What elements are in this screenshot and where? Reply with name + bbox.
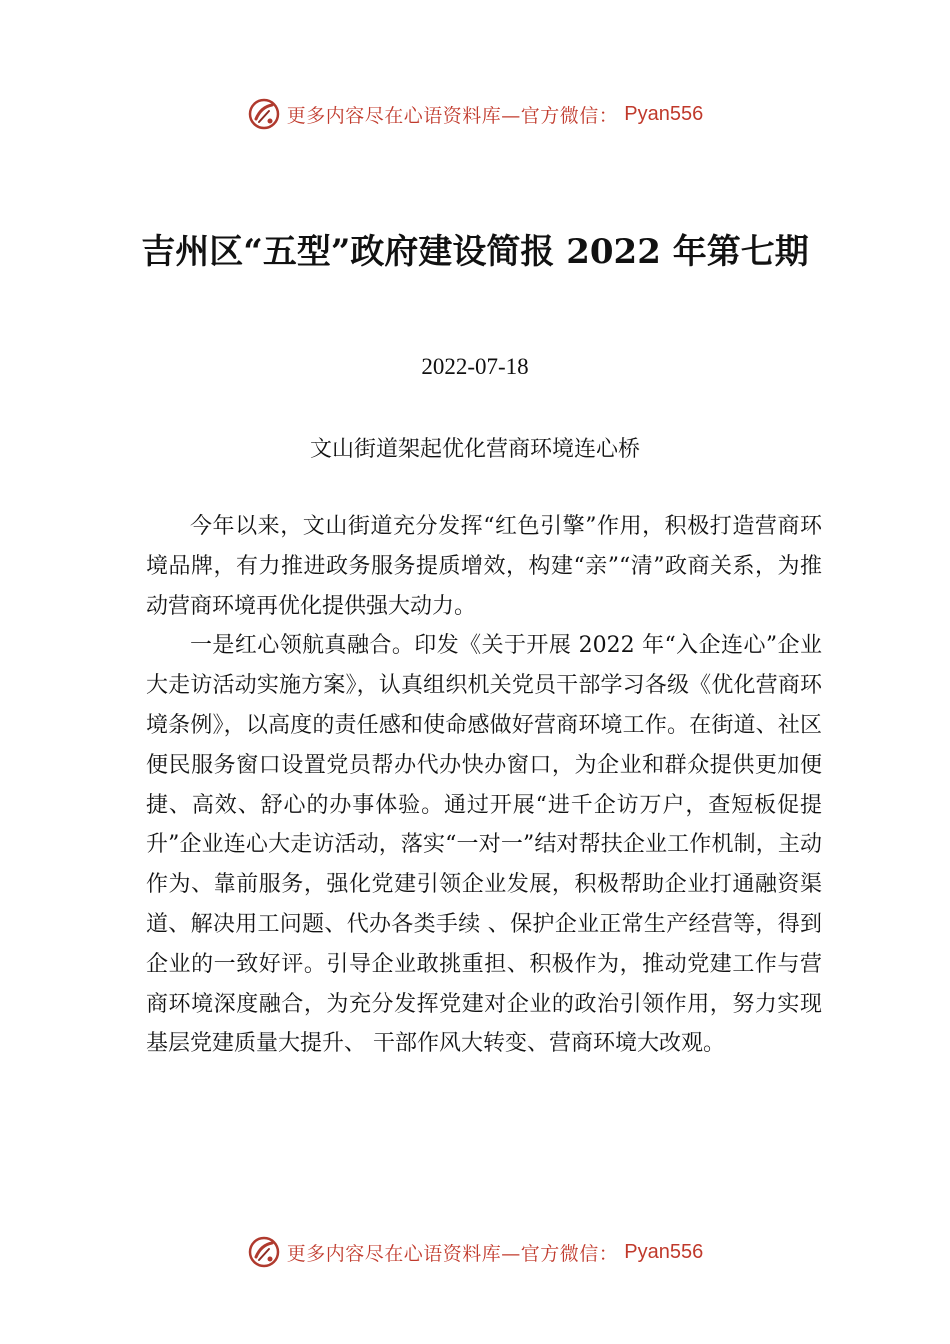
wechat-id: Pyan556 [624,102,704,125]
brush-seal-icon [247,1235,281,1269]
document-title: 吉州区“五型”政府建设简报 2022 年第七期 [141,232,809,272]
paragraph: 今年以来，文山街道充分发挥“红色引擎”作用，积极打造营商环境品牌，有力推进政务服务提质增效，构建“亲”“清”政商关系，为推动营商环境再优化提供强大动力。 [146,514,822,619]
article-subtitle: 文山街道架起优化营商环境连心桥 [309,437,640,462]
brush-seal-icon [247,97,281,131]
banner-text: 更多内容尽在心语资料库—官方微信： [286,104,619,127]
article-body [146,507,822,1064]
footer-watermark-banner [0,1232,950,1272]
paragraph: 一是红心领航真融合。印发《关于开展 2022 年“入企连心”企业大走访活动实施方案》，认真组织机关党员干部学习各级《优化营商环境条例》，以高度的责任感和使命感做好营商环境工作。在街道、社区便民服务窗口设置党员帮办代办快办窗口，为企业和群众提供更加便捷、高效、舒心的办事体验。通过开展“进千企访万户，查短板促提升”企业连心大走访活动，落实“一对一”结对帮扶企业工作机制，主动作为、靠前服务，强化党建引领企业发展，积极帮助企业打通融资渠道、解决用工问题、代办各类手续 、保护企业正常生产经营等，得到企业的一致好评。引导企业敢挑重担、积极作为，推动党建工作与营商环境深度融合，为充分发挥党建对企业的政治引领作用，努力实现基层党建质量大提升、 干部作风大转变、营商环境大改观。 [146,633,822,1057]
document-date: 2022-07-18 [421,354,529,379]
banner-text: 更多内容尽在心语资料库—官方微信： [286,1242,619,1265]
header-watermark-banner [0,94,950,134]
wechat-id: Pyan556 [624,1240,704,1263]
